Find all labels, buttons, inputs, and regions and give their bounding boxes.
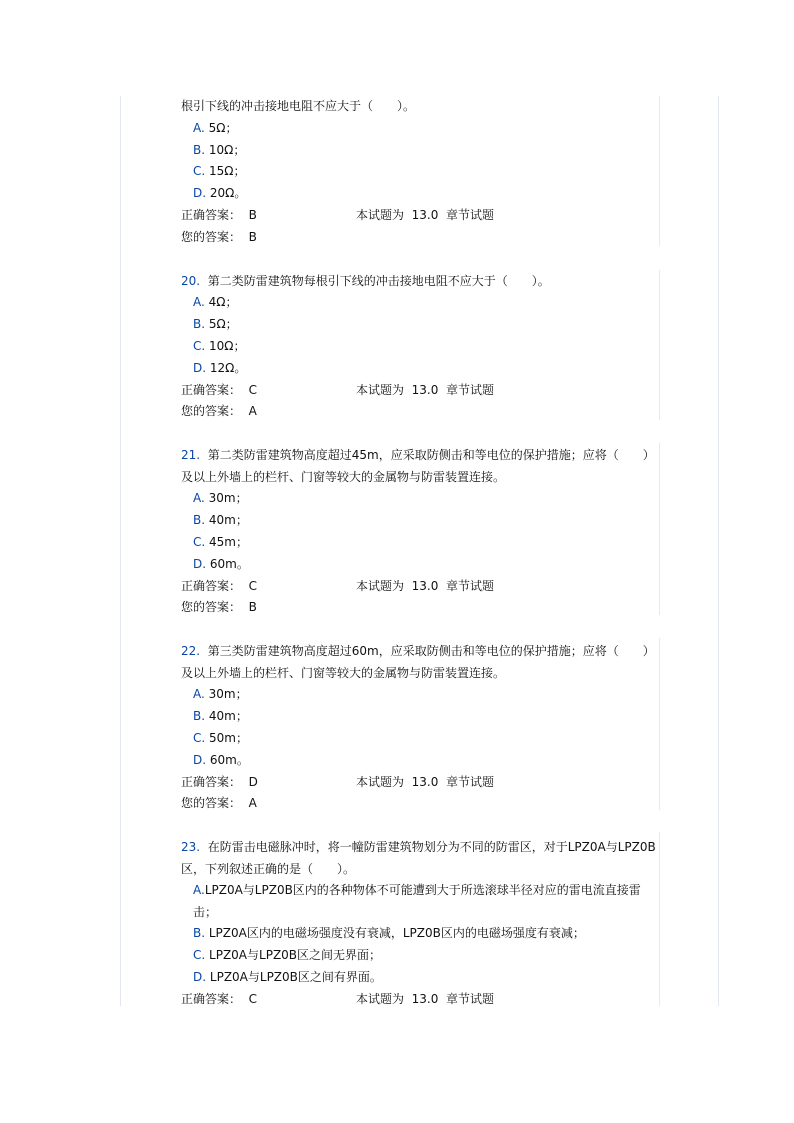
option-letter: C. xyxy=(193,730,206,745)
score-info xyxy=(356,989,494,1011)
score-suffix: 章节试题 xyxy=(446,207,495,222)
option-letter: A. xyxy=(193,295,205,310)
option-text: 45m； xyxy=(209,534,248,549)
question-number: 20. xyxy=(181,273,201,288)
score-prefix: 本试题为 xyxy=(356,578,405,593)
question-body: 第二类防雷建筑物高度超过45m，应采取防侧击和等电位的保护措施；应将（ ）及以上外墙上的栏杆、门窗等较大的金属物与防雷装置连接。 xyxy=(181,448,655,484)
question-body: 根引下线的冲击接地电阻不应大于（ ）。 xyxy=(181,99,416,113)
score-suffix: 章节试题 xyxy=(446,991,495,1006)
question-body: 第二类防雷建筑物每根引下线的冲击接地电阻不应大于（ ）。 xyxy=(207,273,550,288)
option-d[interactable] xyxy=(181,554,659,576)
option-text: 30m； xyxy=(208,491,248,506)
score-prefix: 本试题为 xyxy=(356,382,405,397)
option-text: 50m； xyxy=(209,730,248,745)
option-c[interactable] xyxy=(181,532,659,554)
question-item xyxy=(181,445,659,619)
option-b[interactable] xyxy=(181,140,659,162)
correct-answer-label: 正确答案： xyxy=(181,207,242,222)
correct-answer-row xyxy=(181,205,659,227)
option-d[interactable] xyxy=(181,750,659,772)
option-d[interactable] xyxy=(181,967,659,989)
question-item xyxy=(181,96,659,249)
score-suffix: 章节试题 xyxy=(446,578,495,593)
correct-answer-row xyxy=(181,576,659,598)
correct-answer-label: 正确答案： xyxy=(181,578,242,593)
question-number: 21. xyxy=(181,448,201,463)
option-a[interactable] xyxy=(181,684,659,706)
score-prefix: 本试题为 xyxy=(356,207,405,222)
option-letter: A. xyxy=(193,491,205,506)
question-text xyxy=(181,445,659,488)
correct-answer-value: C xyxy=(248,382,258,397)
score-value: 13.0 xyxy=(411,207,439,222)
question-card-border xyxy=(659,96,660,246)
option-text: 4Ω； xyxy=(208,295,238,310)
score-value: 13.0 xyxy=(411,991,439,1006)
score-suffix: 章节试题 xyxy=(446,774,495,789)
correct-answer-row xyxy=(181,989,659,1011)
option-text: LPZ0A区内的电磁场强度没有衰减，LPZ0B区内的电磁场强度有衰减； xyxy=(208,926,585,941)
question-text xyxy=(181,271,659,293)
your-answer-value: A xyxy=(248,796,257,811)
your-answer-value: A xyxy=(248,404,257,419)
question-item xyxy=(181,641,659,815)
option-letter: A. xyxy=(193,687,205,702)
option-a[interactable] xyxy=(181,118,659,140)
your-answer-label: 您的答案： xyxy=(181,600,242,615)
score-value: 13.0 xyxy=(411,382,439,397)
correct-answer-value: C xyxy=(248,991,258,1006)
correct-answer-label: 正确答案： xyxy=(181,991,242,1006)
correct-answer-row xyxy=(181,772,659,794)
option-text: LPZ0A与LPZ0B区之间有界面。 xyxy=(209,970,382,985)
option-text: 15Ω； xyxy=(209,164,246,179)
option-b[interactable] xyxy=(181,706,659,728)
option-text: 10Ω； xyxy=(209,338,246,353)
option-letter: D. xyxy=(193,556,207,571)
score-prefix: 本试题为 xyxy=(356,774,405,789)
correct-answer-value: D xyxy=(248,774,258,789)
option-c[interactable] xyxy=(181,161,659,183)
correct-answer-label: 正确答案： xyxy=(181,774,242,789)
your-answer-label: 您的答案： xyxy=(181,796,242,811)
option-a[interactable] xyxy=(181,292,659,314)
option-b[interactable] xyxy=(181,923,659,945)
question-body: 第三类防雷建筑物高度超过60m，应采取防侧击和等电位的保护措施；应将（ ）及以上外墙上的栏杆、门窗等较大的金属物与防雷装置连接。 xyxy=(181,644,655,680)
option-letter: B. xyxy=(193,317,206,332)
question-item xyxy=(181,837,659,1011)
option-text: 5Ω； xyxy=(208,317,238,332)
right-page-border xyxy=(718,96,719,1006)
option-text: 60m。 xyxy=(209,556,249,571)
question-body: 在防雷击电磁脉冲时，将一幢防雷建筑物划分为不同的防雷区，对于LPZ0A与LPZ0B区，下列叙述正确的是（ ）。 xyxy=(181,840,656,876)
correct-answer-label: 正确答案： xyxy=(181,382,242,397)
option-text: LPZ0A与LPZ0B区之间无界面； xyxy=(209,948,382,963)
option-text: 60m。 xyxy=(209,752,249,767)
option-text: 30m； xyxy=(208,687,248,702)
option-letter: D. xyxy=(193,970,207,985)
question-card-border xyxy=(659,638,660,810)
option-letter: B. xyxy=(193,926,206,941)
option-a[interactable] xyxy=(181,488,659,510)
option-c[interactable] xyxy=(181,945,659,967)
question-number: 22. xyxy=(181,644,201,659)
score-value: 13.0 xyxy=(411,774,439,789)
option-text: LPZ0A与LPZ0B区内的各种物体不可能遭到大于所选滚球半径对应的雷电流直接雷击； xyxy=(193,883,641,919)
question-item xyxy=(181,271,659,424)
option-d[interactable] xyxy=(181,358,659,380)
question-text xyxy=(181,837,659,880)
your-answer-row xyxy=(181,793,659,815)
your-answer-value: B xyxy=(248,600,257,615)
option-a[interactable] xyxy=(181,880,659,923)
option-text: 40m； xyxy=(208,513,248,528)
option-text: 5Ω； xyxy=(208,120,238,135)
question-number: 23. xyxy=(181,840,201,855)
option-letter: D. xyxy=(193,752,207,767)
your-answer-row xyxy=(181,597,659,619)
option-letter: A. xyxy=(193,120,205,135)
option-text: 10Ω； xyxy=(208,142,246,157)
your-answer-label: 您的答案： xyxy=(181,229,242,244)
correct-answer-value: B xyxy=(248,207,257,222)
option-b[interactable] xyxy=(181,314,659,336)
option-d[interactable] xyxy=(181,183,659,205)
question-list xyxy=(181,96,659,1011)
your-answer-row xyxy=(181,227,659,249)
option-letter: D. xyxy=(193,186,207,201)
option-letter: C. xyxy=(193,534,206,549)
question-card-border xyxy=(659,270,660,420)
score-info xyxy=(356,772,494,794)
option-letter: D. xyxy=(193,360,207,375)
correct-answer-value: C xyxy=(248,578,258,593)
option-b[interactable] xyxy=(181,510,659,532)
option-text: 20Ω。 xyxy=(209,186,247,201)
score-value: 13.0 xyxy=(411,578,439,593)
option-letter: A. xyxy=(193,883,205,898)
your-answer-value: B xyxy=(248,229,257,244)
correct-answer-row xyxy=(181,380,659,402)
question-card-border xyxy=(659,443,660,615)
score-info xyxy=(356,380,494,402)
option-letter: C. xyxy=(193,164,206,179)
score-prefix: 本试题为 xyxy=(356,991,405,1006)
option-text: 12Ω。 xyxy=(209,360,247,375)
option-letter: B. xyxy=(193,142,206,157)
score-suffix: 章节试题 xyxy=(446,382,495,397)
option-c[interactable] xyxy=(181,336,659,358)
question-text xyxy=(181,641,659,684)
option-letter: C. xyxy=(193,948,206,963)
option-text: 40m； xyxy=(208,709,248,724)
question-card-border xyxy=(659,832,660,1006)
score-info xyxy=(356,576,494,598)
score-info xyxy=(356,205,494,227)
option-c[interactable] xyxy=(181,728,659,750)
left-page-border xyxy=(120,96,121,1006)
option-letter: B. xyxy=(193,709,206,724)
your-answer-label: 您的答案： xyxy=(181,404,242,419)
option-letter: B. xyxy=(193,513,206,528)
question-text xyxy=(181,96,659,118)
option-letter: C. xyxy=(193,338,206,353)
your-answer-row xyxy=(181,401,659,423)
